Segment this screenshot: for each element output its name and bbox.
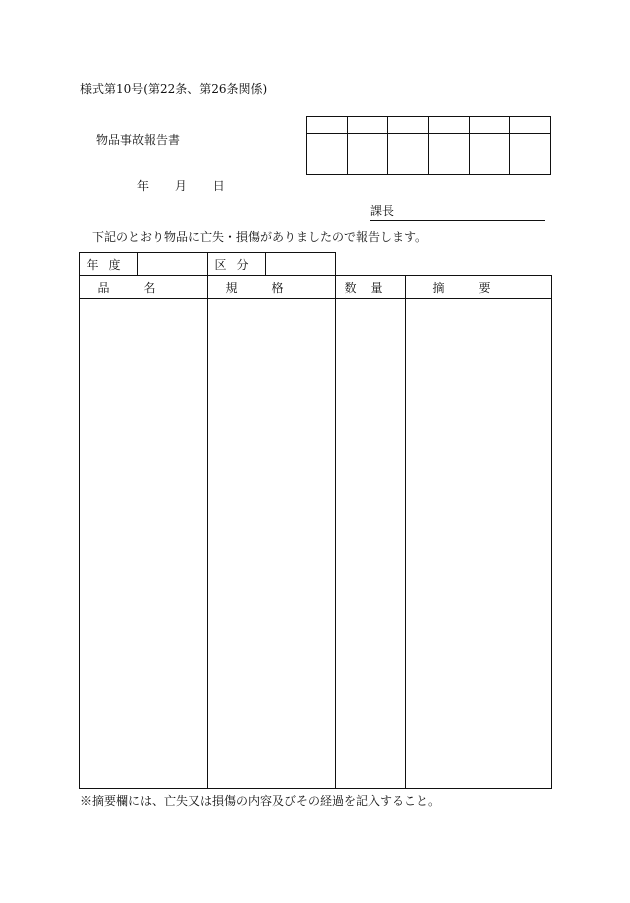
day-label: 日: [212, 179, 225, 193]
info-box: [79, 252, 336, 275]
date-line: [137, 177, 225, 194]
quantity-field[interactable]: [336, 299, 406, 789]
stamp-cell[interactable]: [510, 134, 551, 175]
fiscal-year-label: 年度: [80, 253, 138, 276]
header-quantity: 数量: [336, 276, 406, 299]
stamp-cell[interactable]: [347, 134, 388, 175]
item-name-field[interactable]: [80, 299, 208, 789]
statement-text: 下記のとおり物品に亡失・損傷がありましたので報告します。: [92, 230, 428, 244]
items-table: [79, 275, 552, 789]
year-label: 年: [137, 179, 150, 193]
form-number: 様式第10号(第22条、第26条関係): [80, 82, 268, 96]
category-field[interactable]: [266, 253, 336, 276]
chief-signature-line[interactable]: [370, 202, 545, 221]
header-remarks: 摘要: [406, 276, 552, 299]
footnote: ※摘要欄には、亡失又は損傷の内容及びその経過を記入すること。: [80, 794, 441, 808]
stamp-header-cell: [347, 117, 388, 134]
stamp-header-cell: [469, 117, 510, 134]
chief-label: 課長: [370, 204, 395, 218]
specification-field[interactable]: [208, 299, 336, 789]
stamp-cell[interactable]: [388, 134, 429, 175]
header-specification: 規格: [208, 276, 336, 299]
stamp-header-cell: [510, 117, 551, 134]
fiscal-year-field[interactable]: [138, 253, 208, 276]
header-item-name: 品名: [80, 276, 208, 299]
stamp-cell[interactable]: [307, 134, 348, 175]
stamp-cell[interactable]: [428, 134, 469, 175]
stamp-cell[interactable]: [469, 134, 510, 175]
remarks-field[interactable]: [406, 299, 552, 789]
approval-stamp-grid: [306, 116, 551, 175]
document-title: 物品事故報告書: [96, 133, 181, 147]
category-label: 区分: [208, 253, 266, 276]
month-label: 月: [174, 179, 187, 193]
stamp-header-cell: [428, 117, 469, 134]
stamp-header-cell: [307, 117, 348, 134]
stamp-header-cell: [388, 117, 429, 134]
